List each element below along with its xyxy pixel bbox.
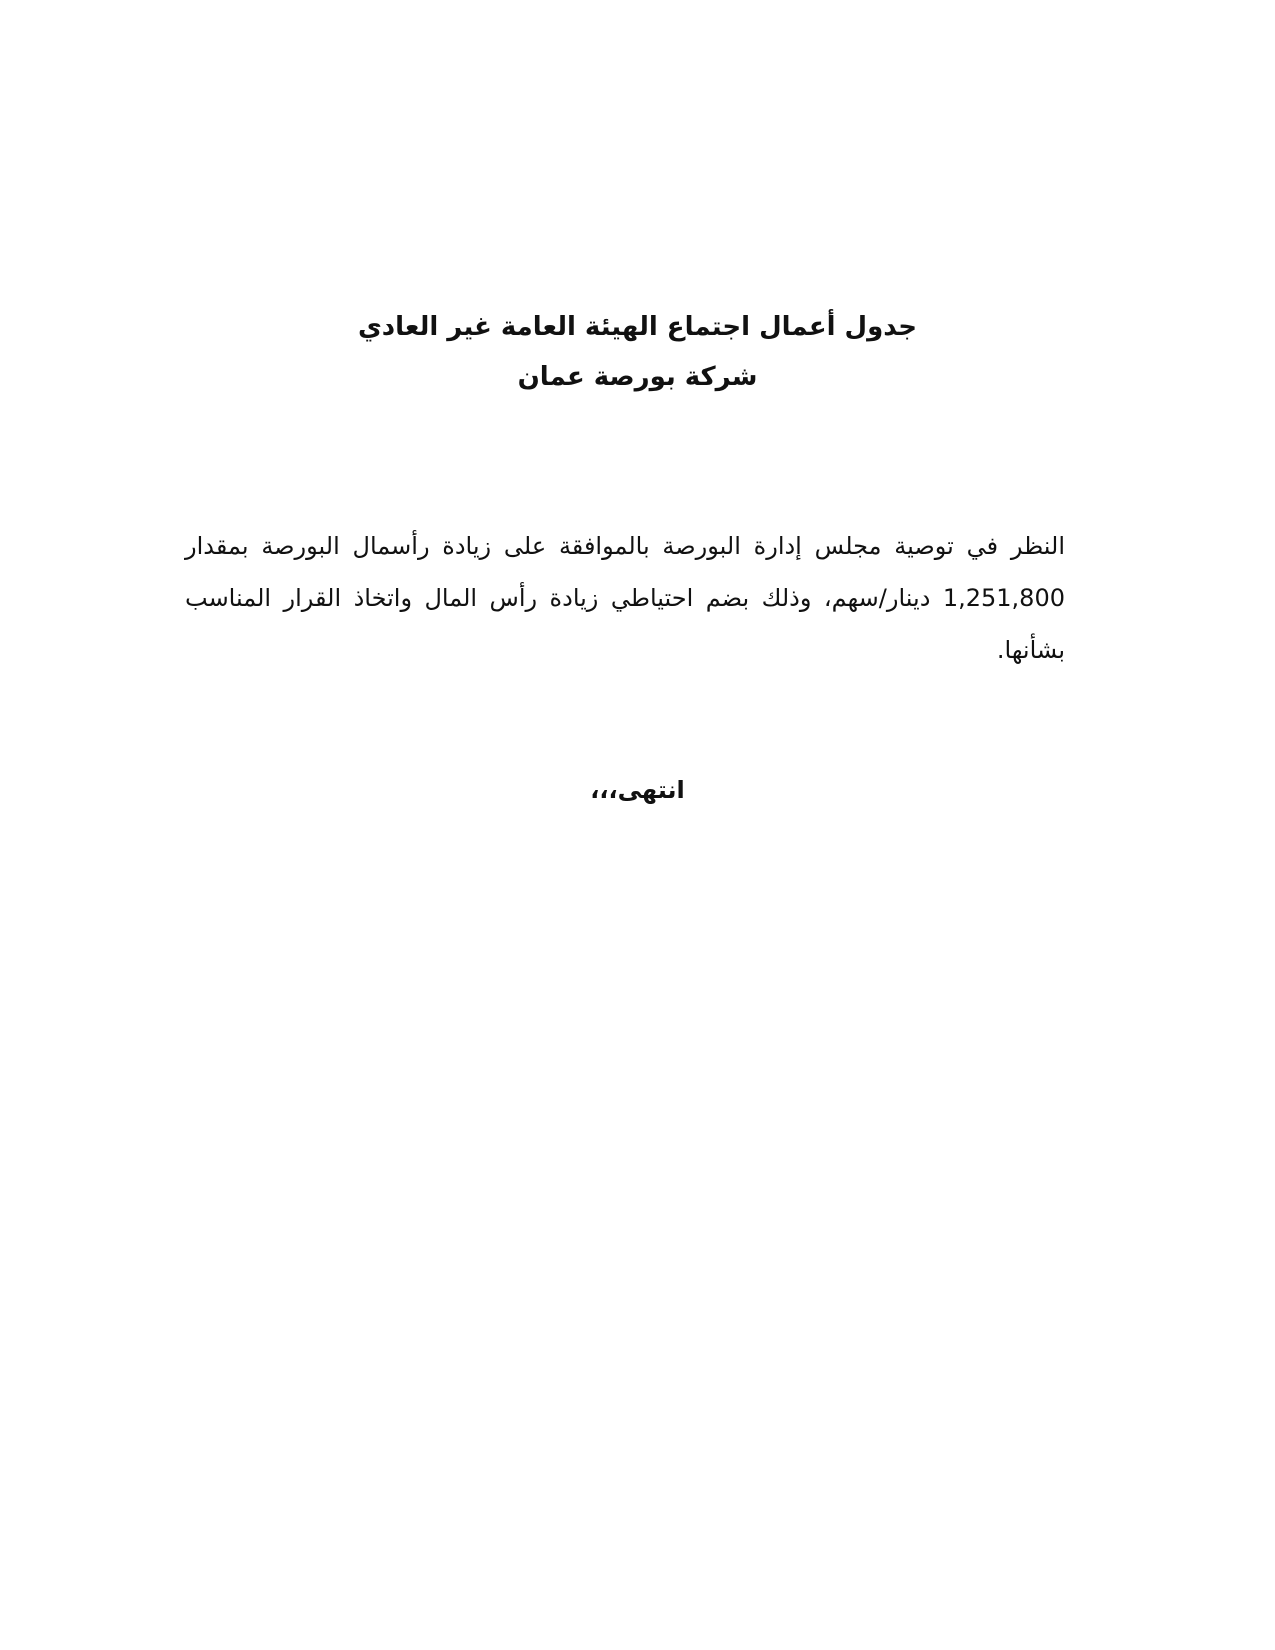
agenda-item-text: النظر في توصية مجلس إدارة البورصة بالموافقة على زيادة رأسمال البورصة بمقدار 1,251,800 دينار/سهم، وذلك بضم احتياطي زيادة رأس المال واتخاذ القرار المناسب بشأنها. xyxy=(185,532,1065,664)
document-title: جدول أعمال اجتماع الهيئة العامة غير العادي xyxy=(357,312,918,342)
title-block xyxy=(0,302,1275,402)
document-subtitle: شركة بورصة عمان xyxy=(517,362,758,392)
end-note: انتهى،،، xyxy=(590,776,685,804)
